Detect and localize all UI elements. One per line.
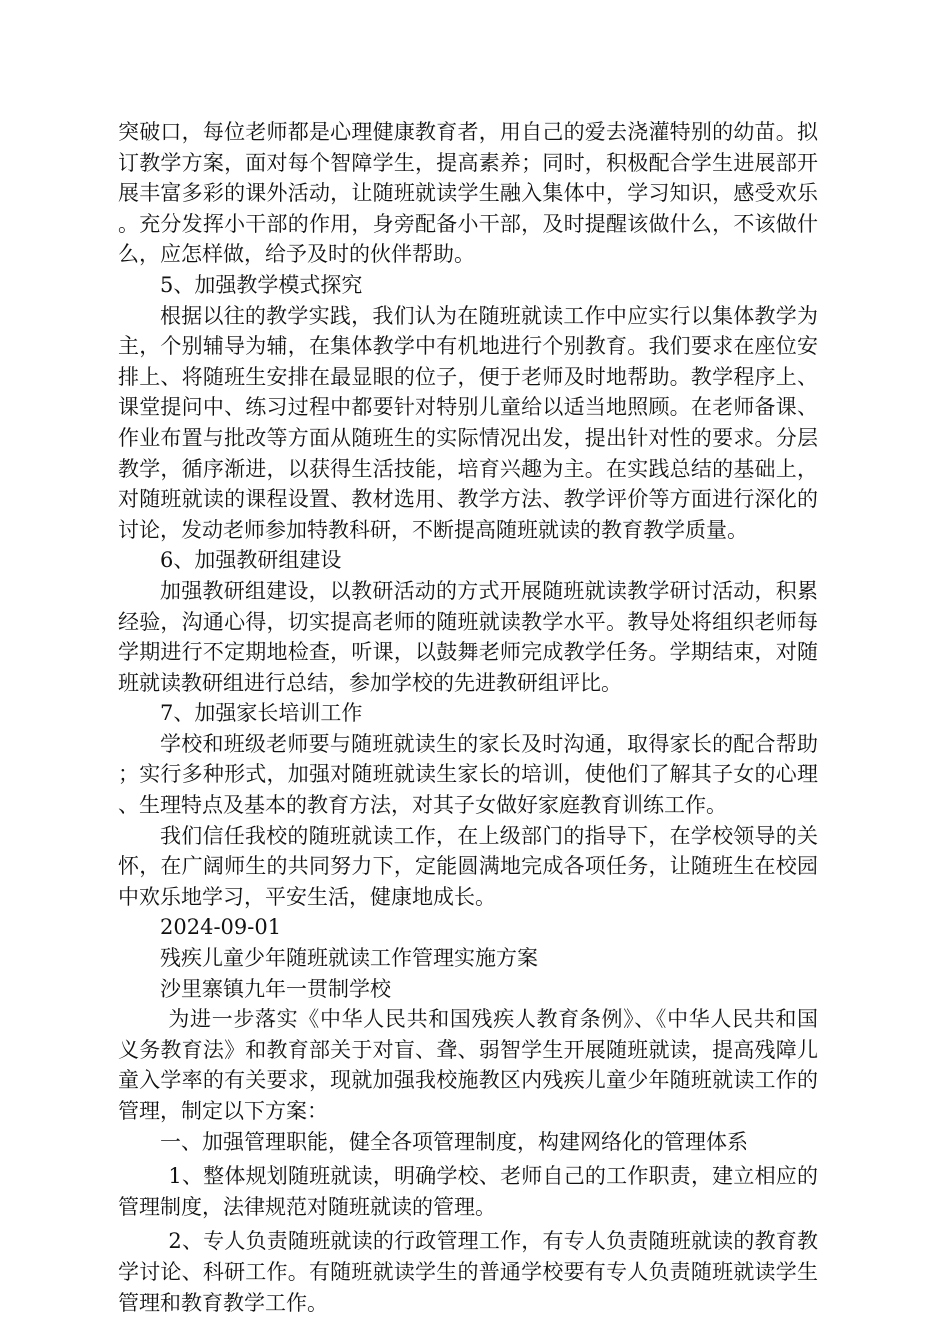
section-heading-research-group: 6、加强教研组建设 xyxy=(160,548,342,573)
document-date: 2024-09-01 xyxy=(160,915,282,940)
paragraph-research-group: 加强教研组建设，以教研活动的方式开展随班就读教学研讨活动，积累经验，沟通心得，切实提高老师的随班就读教学水平。教导处将组织老师每学期进行不定期地检查，听课，以鼓舞老师完成教学任务。学期结束，对随班就读教研组进行总结，参加学校的先进教研组评比。 xyxy=(118,578,818,695)
school-name: 沙里寨镇九年一贯制学校 xyxy=(160,976,391,1001)
paragraph-management-item-1: 1、整体规划随班就读，明确学校、老师自己的工作职责，建立相应的管理制度，法律规范对随班就读的管理。 xyxy=(118,1164,818,1219)
document-title: 残疾儿童少年随班就读工作管理实施方案 xyxy=(160,946,538,971)
section-heading-parent-training: 7、加强家长培训工作 xyxy=(160,701,363,726)
document-body xyxy=(118,117,818,1318)
section-heading-management: 一、加强管理职能，健全各项管理制度，构建网络化的管理体系 xyxy=(160,1129,748,1154)
paragraph-continuation: 突破口，每位老师都是心理健康教育者，用自己的爱去浇灌特别的幼苗。拟订教学方案，面对每个智障学生，提高素养；同时，积极配合学生进展部开展丰富多彩的课外活动，让随班就读学生融入集体中，学习知识，感受欢乐。充分发挥小干部的作用，身旁配备小干部，及时提醒该做什么，不该做什么，应怎样做，给予及时的伙伴帮助。 xyxy=(118,120,818,267)
paragraph-introduction: 为进一步落实《中华人民共和国残疾人教育条例》、《中华人民共和国义务教育法》和教育部关于对盲、聋、弱智学生开展随班就读，提高残障儿童入学率的有关要求，现就加强我校施教区内残疾儿童少年随班就读工作的管理，制定以下方案： xyxy=(118,1007,818,1123)
paragraph-teaching-model: 根据以往的教学实践，我们认为在随班就读工作中应实行以集体教学为主，个别辅导为辅，在集体教学中有机地进行个别教育。我们要求在座位安排上、将随班生安排在最显眼的位子，便于老师及时地帮助。教学程序上、课堂提问中、练习过程中都要针对特别儿童给以适当地照顾。在老师备课、作业布置与批改等方面从随班生的实际情况出发，提出针对性的要求。分层教学，循序渐进，以获得生活技能，培育兴趣为主。在实践总结的基础上，对随班就读的课程设置、教材选用、教学方法、教学评价等方面进行深化的讨论，发动老师参加特教科研，不断提高随班就读的教育教学质量。 xyxy=(118,303,818,542)
section-heading-teaching-model: 5、加强教学模式探究 xyxy=(160,272,363,297)
paragraph-management-item-2: 2、专人负责随班就读的行政管理工作，有专人负责随班就读的教育教学讨论、科研工作。有随班就读学生的普通学校要有专人负责随班就读学生管理和教育教学工作。 xyxy=(118,1229,818,1315)
paragraph-parent-training: 学校和班级老师要与随班就读生的家长及时沟通，取得家长的配合帮助；实行多种形式，加强对随班就读生家长的培训，使他们了解其子女的心理、生理特点及基本的教育方法，对其子女做好家庭教育训练工作。 xyxy=(118,731,818,818)
paragraph-conclusion: 我们信任我校的随班就读工作，在上级部门的指导下，在学校领导的关怀，在广阔师生的共同努力下，定能圆满地完成各项任务，让随班生在校园中欢乐地学习，平安生活，健康地成长。 xyxy=(118,823,818,909)
